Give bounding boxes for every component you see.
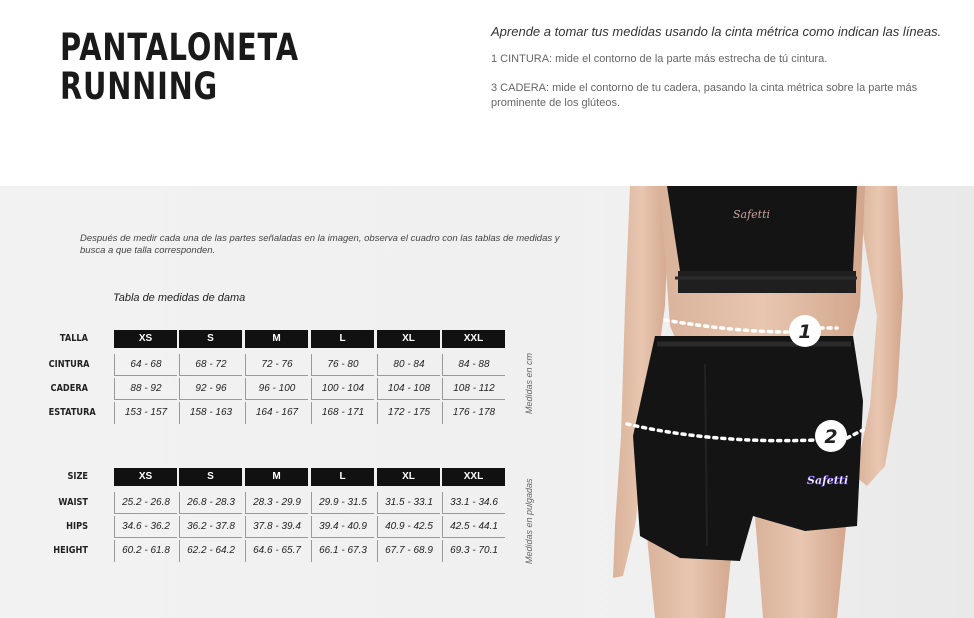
size-header: XXL	[442, 330, 505, 348]
row-label: SIZE	[67, 471, 88, 482]
table-cell: 72 - 76	[245, 354, 308, 376]
table-cell: 29.9 - 31.5	[311, 492, 374, 514]
table-cell: 100 - 104	[311, 378, 374, 400]
table-cell: 64.6 - 65.7	[245, 540, 308, 562]
side-label-inches: Medidas en pulgadas	[524, 478, 534, 564]
model-photo	[585, 186, 974, 618]
row-label: CADERA	[50, 383, 88, 394]
table-cell: 39.4 - 40.9	[311, 516, 374, 538]
table-cell: 33.1 - 34.6	[442, 492, 505, 514]
table-cell: 36.2 - 37.8	[179, 516, 242, 538]
instruction-hips: 3 CADERA: mide el contorno de tu cadera, pasando la cinta métrica sobre la parte más prominente de los glúteos.	[491, 82, 918, 109]
size-header: XXL	[442, 468, 505, 486]
size-header: XS	[114, 330, 177, 348]
waist-marker	[789, 315, 821, 347]
row-label: CINTURA	[48, 359, 90, 370]
table-cell: 108 - 112	[442, 378, 505, 400]
size-header: S	[179, 330, 242, 348]
size-header: M	[245, 330, 308, 348]
table-cell: 62.2 - 64.2	[179, 540, 242, 562]
table-cell: 28.3 - 29.9	[245, 492, 308, 514]
title-line-2: RUNNING	[60, 65, 219, 108]
table-cell: 60.2 - 61.8	[114, 540, 177, 562]
page-title	[60, 28, 299, 106]
instructions-lead: Aprende a tomar tus medidas usando la cinta métrica como indican las líneas.	[491, 24, 942, 39]
table-cell: 68 - 72	[179, 354, 242, 376]
table-cell: 168 - 171	[311, 402, 374, 424]
row-label: HEIGHT	[53, 545, 88, 556]
table-cell: 153 - 157	[114, 402, 177, 424]
table-cell: 69.3 - 70.1	[442, 540, 505, 562]
table-cell: 80 - 84	[377, 354, 440, 376]
table-cell: 64 - 68	[114, 354, 177, 376]
size-header: M	[245, 468, 308, 486]
table-cell: 172 - 175	[377, 402, 440, 424]
side-label-cm: Medidas en cm	[524, 352, 534, 414]
table-cell: 37.8 - 39.4	[245, 516, 308, 538]
table-cell: 66.1 - 67.3	[311, 540, 374, 562]
table-cell: 176 - 178	[442, 402, 505, 424]
table-cell: 40.9 - 42.5	[377, 516, 440, 538]
shorts-brand-logo: Safetti	[807, 474, 849, 487]
table-cell: 158 - 163	[179, 402, 242, 424]
table-cell: 96 - 100	[245, 378, 308, 400]
size-header: S	[179, 468, 242, 486]
size-header: XL	[377, 468, 440, 486]
table-cell: 164 - 167	[245, 402, 308, 424]
table-cell: 26.8 - 28.3	[179, 492, 242, 514]
table-title: Tabla de medidas de dama	[113, 292, 246, 304]
table-cell: 84 - 88	[442, 354, 505, 376]
table-cell: 76 - 80	[311, 354, 374, 376]
title-line-1: PANTALONETA	[60, 26, 299, 69]
model-illustration	[585, 186, 974, 618]
table-cell: 34.6 - 36.2	[114, 516, 177, 538]
size-header: L	[311, 468, 374, 486]
size-header: XS	[114, 468, 177, 486]
row-label: ESTATURA	[48, 407, 96, 418]
size-header: L	[311, 330, 374, 348]
table-cell: 42.5 - 44.1	[442, 516, 505, 538]
table-cell: 92 - 96	[179, 378, 242, 400]
bra-brand-logo: Safetti	[733, 208, 771, 221]
table-cell: 31.5 - 33.1	[377, 492, 440, 514]
table-cell: 104 - 108	[377, 378, 440, 400]
table-cell: 25.2 - 26.8	[114, 492, 177, 514]
intro-text: Después de medir cada una de las partes señaladas en la imagen, observa el cuadro con las tablas de medidas y busca a que talla corresponden.	[80, 233, 560, 256]
instruction-waist: 1 CINTURA: mide el contorno de la parte más estrecha de tú cintura.	[491, 53, 828, 65]
table-cell: 67.7 - 68.9	[377, 540, 440, 562]
hip-marker	[815, 420, 847, 452]
measuring-instructions	[491, 24, 951, 111]
row-label: WAIST	[58, 497, 88, 508]
row-label: HIPS	[66, 521, 88, 532]
marker-number: 2	[824, 426, 838, 448]
marker-number: 1	[798, 321, 812, 343]
table-cell: 88 - 92	[114, 378, 177, 400]
size-header: XL	[377, 330, 440, 348]
row-label: TALLA	[59, 333, 88, 344]
